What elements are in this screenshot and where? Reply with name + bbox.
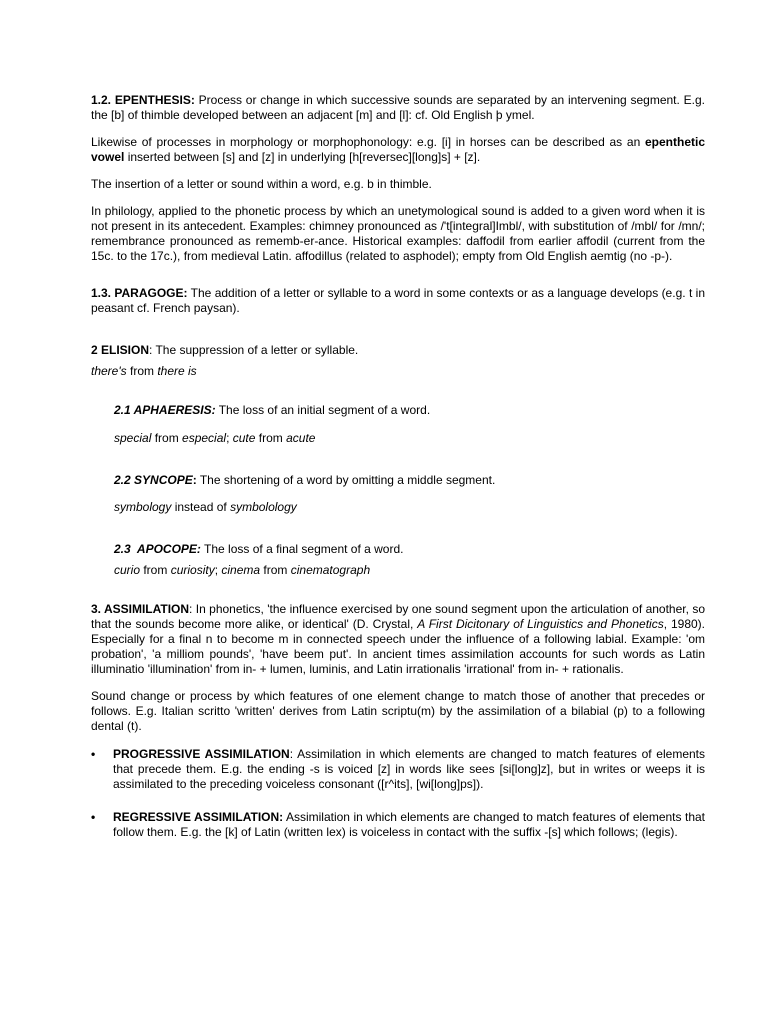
- epenthesis-morphology-paragraph: [91, 135, 705, 165]
- example-connector: from: [140, 563, 171, 577]
- example-connector: from: [151, 431, 183, 445]
- morphology-text: Likewise of processes in morphology or morphophonology: e.g. [i] in horses can be described as an: [91, 135, 645, 149]
- example-word: symbology: [114, 500, 172, 514]
- bullet-marker: •: [91, 810, 96, 824]
- example-word: acute: [286, 431, 316, 445]
- progressive-assimilation-heading: PROGRESSIVE ASSIMILATION: [113, 747, 290, 761]
- paragoge-heading: 1.3. PARAGOGE:: [91, 286, 188, 300]
- apocope-example: [114, 563, 705, 578]
- book-title: A First Dicitonary of Linguistics and Phonetics: [417, 617, 664, 631]
- example-word: cute: [232, 431, 256, 445]
- regressive-assimilation-definition: Assimilation in which elements are changed to match features of elements that follow them. E.g. the [k] of Latin (written lex) is voiceless in contact with the suffix -[s] which follows; (legis).: [113, 810, 705, 839]
- example-separator: ;: [226, 431, 233, 445]
- aphaeresis-example: [114, 431, 705, 446]
- example-word: there is: [157, 364, 197, 378]
- epenthesis-insertion-paragraph: The insertion of a letter or sound within a word, e.g. b in thimble.: [91, 177, 432, 191]
- example-word: there's: [91, 364, 127, 378]
- apocope-definition: The loss of a final segment of a word.: [200, 542, 404, 556]
- regressive-assimilation-heading: REGRESSIVE ASSIMILATION:: [113, 810, 284, 824]
- bullet-marker: •: [91, 747, 96, 761]
- example-word: symbolology: [230, 500, 297, 514]
- list-item: [91, 810, 705, 840]
- aphaeresis-heading: 2.1 APHAERESIS:: [114, 403, 216, 417]
- document-page: [91, 93, 705, 840]
- example-word: special: [114, 431, 152, 445]
- syncope-definition: The shortening of a word by omitting a middle segment.: [196, 473, 496, 487]
- apocope-paragraph: [114, 542, 705, 557]
- aphaeresis-paragraph: [114, 403, 705, 418]
- example-word: cinematograph: [290, 563, 371, 577]
- example-connector: instead of: [171, 500, 231, 514]
- example-connector: from: [260, 563, 291, 577]
- aphaeresis-definition: The loss of an initial segment of a word.: [215, 403, 431, 417]
- assimilation-definition-end: , 1980). Especially for a final n to become m in connected speech under the influence of a following labial. Example: 'om probation', 'a milliom pounds', 'have beem put'. In ancient times assimilation accounts for such words as Latin illuminatio 'illumination' from in- + lumen, luminis, and Latin irrationalis 'irrational' from in- + rationalis.: [91, 617, 705, 676]
- assimilation-paragraph: [91, 602, 705, 677]
- syncope-heading: 2.2 SYNCOPE: [114, 473, 193, 487]
- example-word: curiosity: [170, 563, 215, 577]
- sound-change-paragraph: Sound change or process by which features of one element change to match those of another that precedes or follows. E.g. Italian scritto 'written' derives from Latin scriptu(m) by the assimilation of a bilabial (p) to a following dental (t).: [91, 689, 705, 733]
- elision-definition: : The suppression of a letter or syllable.: [149, 343, 359, 357]
- example-connector: from: [255, 431, 287, 445]
- elision-paragraph: [91, 343, 705, 358]
- syncope-example: [114, 500, 705, 515]
- epenthetic-vowel-term: epenthetic vowel: [91, 135, 705, 164]
- regressive-assimilation-text: [113, 810, 705, 840]
- epenthesis-definition: Process or change in which successive sounds are separated by an intervening segment. E.g. the [b] of thimble developed between an adjacent [m] and [l]: cf. Old English þ ymel.: [91, 93, 705, 122]
- assimilation-heading: 3. ASSIMILATION: [91, 602, 190, 616]
- example-word: cinema: [221, 563, 261, 577]
- morphology-text-end: inserted between [s] and [z] in underlying [h[reversec][long]s] + [z].: [124, 150, 481, 164]
- elision-example: [91, 364, 705, 379]
- example-separator: ;: [214, 563, 222, 577]
- syncope-paragraph: [114, 473, 705, 488]
- example-word: especial: [182, 431, 227, 445]
- progressive-assimilation-definition: : Assimilation in which elements are changed to match features of elements that precede them. E.g. the ending -s is voiced [z] in words like sees [si[long]z], but in writes or weeps it is assimilated to the preceding voiceless consonant ([r^its], [wi[long]ps]).: [113, 747, 705, 791]
- paragoge-definition: The addition of a letter or syllable to a word in some contexts or as a language develops (e.g. t in peasant cf. French paysan).: [91, 286, 705, 315]
- example-word: curio: [114, 563, 141, 577]
- paragoge-paragraph: [91, 286, 705, 316]
- example-connector: from: [126, 364, 158, 378]
- elision-heading: 2 ELISION: [91, 343, 150, 357]
- syncope-colon: :: [192, 473, 197, 487]
- epenthesis-paragraph: [91, 93, 705, 123]
- list-item: [91, 747, 705, 792]
- apocope-heading: 2.3 APOCOPE:: [114, 542, 201, 556]
- assimilation-definition: : In phonetics, 'the influence exercised by one sound segment upon the articulation of another, so that the sounds become more alike, or identical' (D. Crystal,: [91, 602, 705, 631]
- epenthesis-heading: 1.2. EPENTHESIS:: [91, 93, 195, 107]
- progressive-assimilation-text: [113, 747, 705, 792]
- epenthesis-philology-paragraph: In philology, applied to the phonetic process by which an unetymological sound is added to a given word when it is not present in its antecedent. Examples: chimney pronounced as /'t[integral]Imbl/, with substitution of /mbl/ for /mn/; remembrance pronounced as rememb-er-ance. Historical examples: daffodil from earlier affodil (current from the 15c. to the 17c.), from medieval Latin. affodillus (related to asphodel); empty from Old English aemtig (no -p-).: [91, 204, 705, 263]
